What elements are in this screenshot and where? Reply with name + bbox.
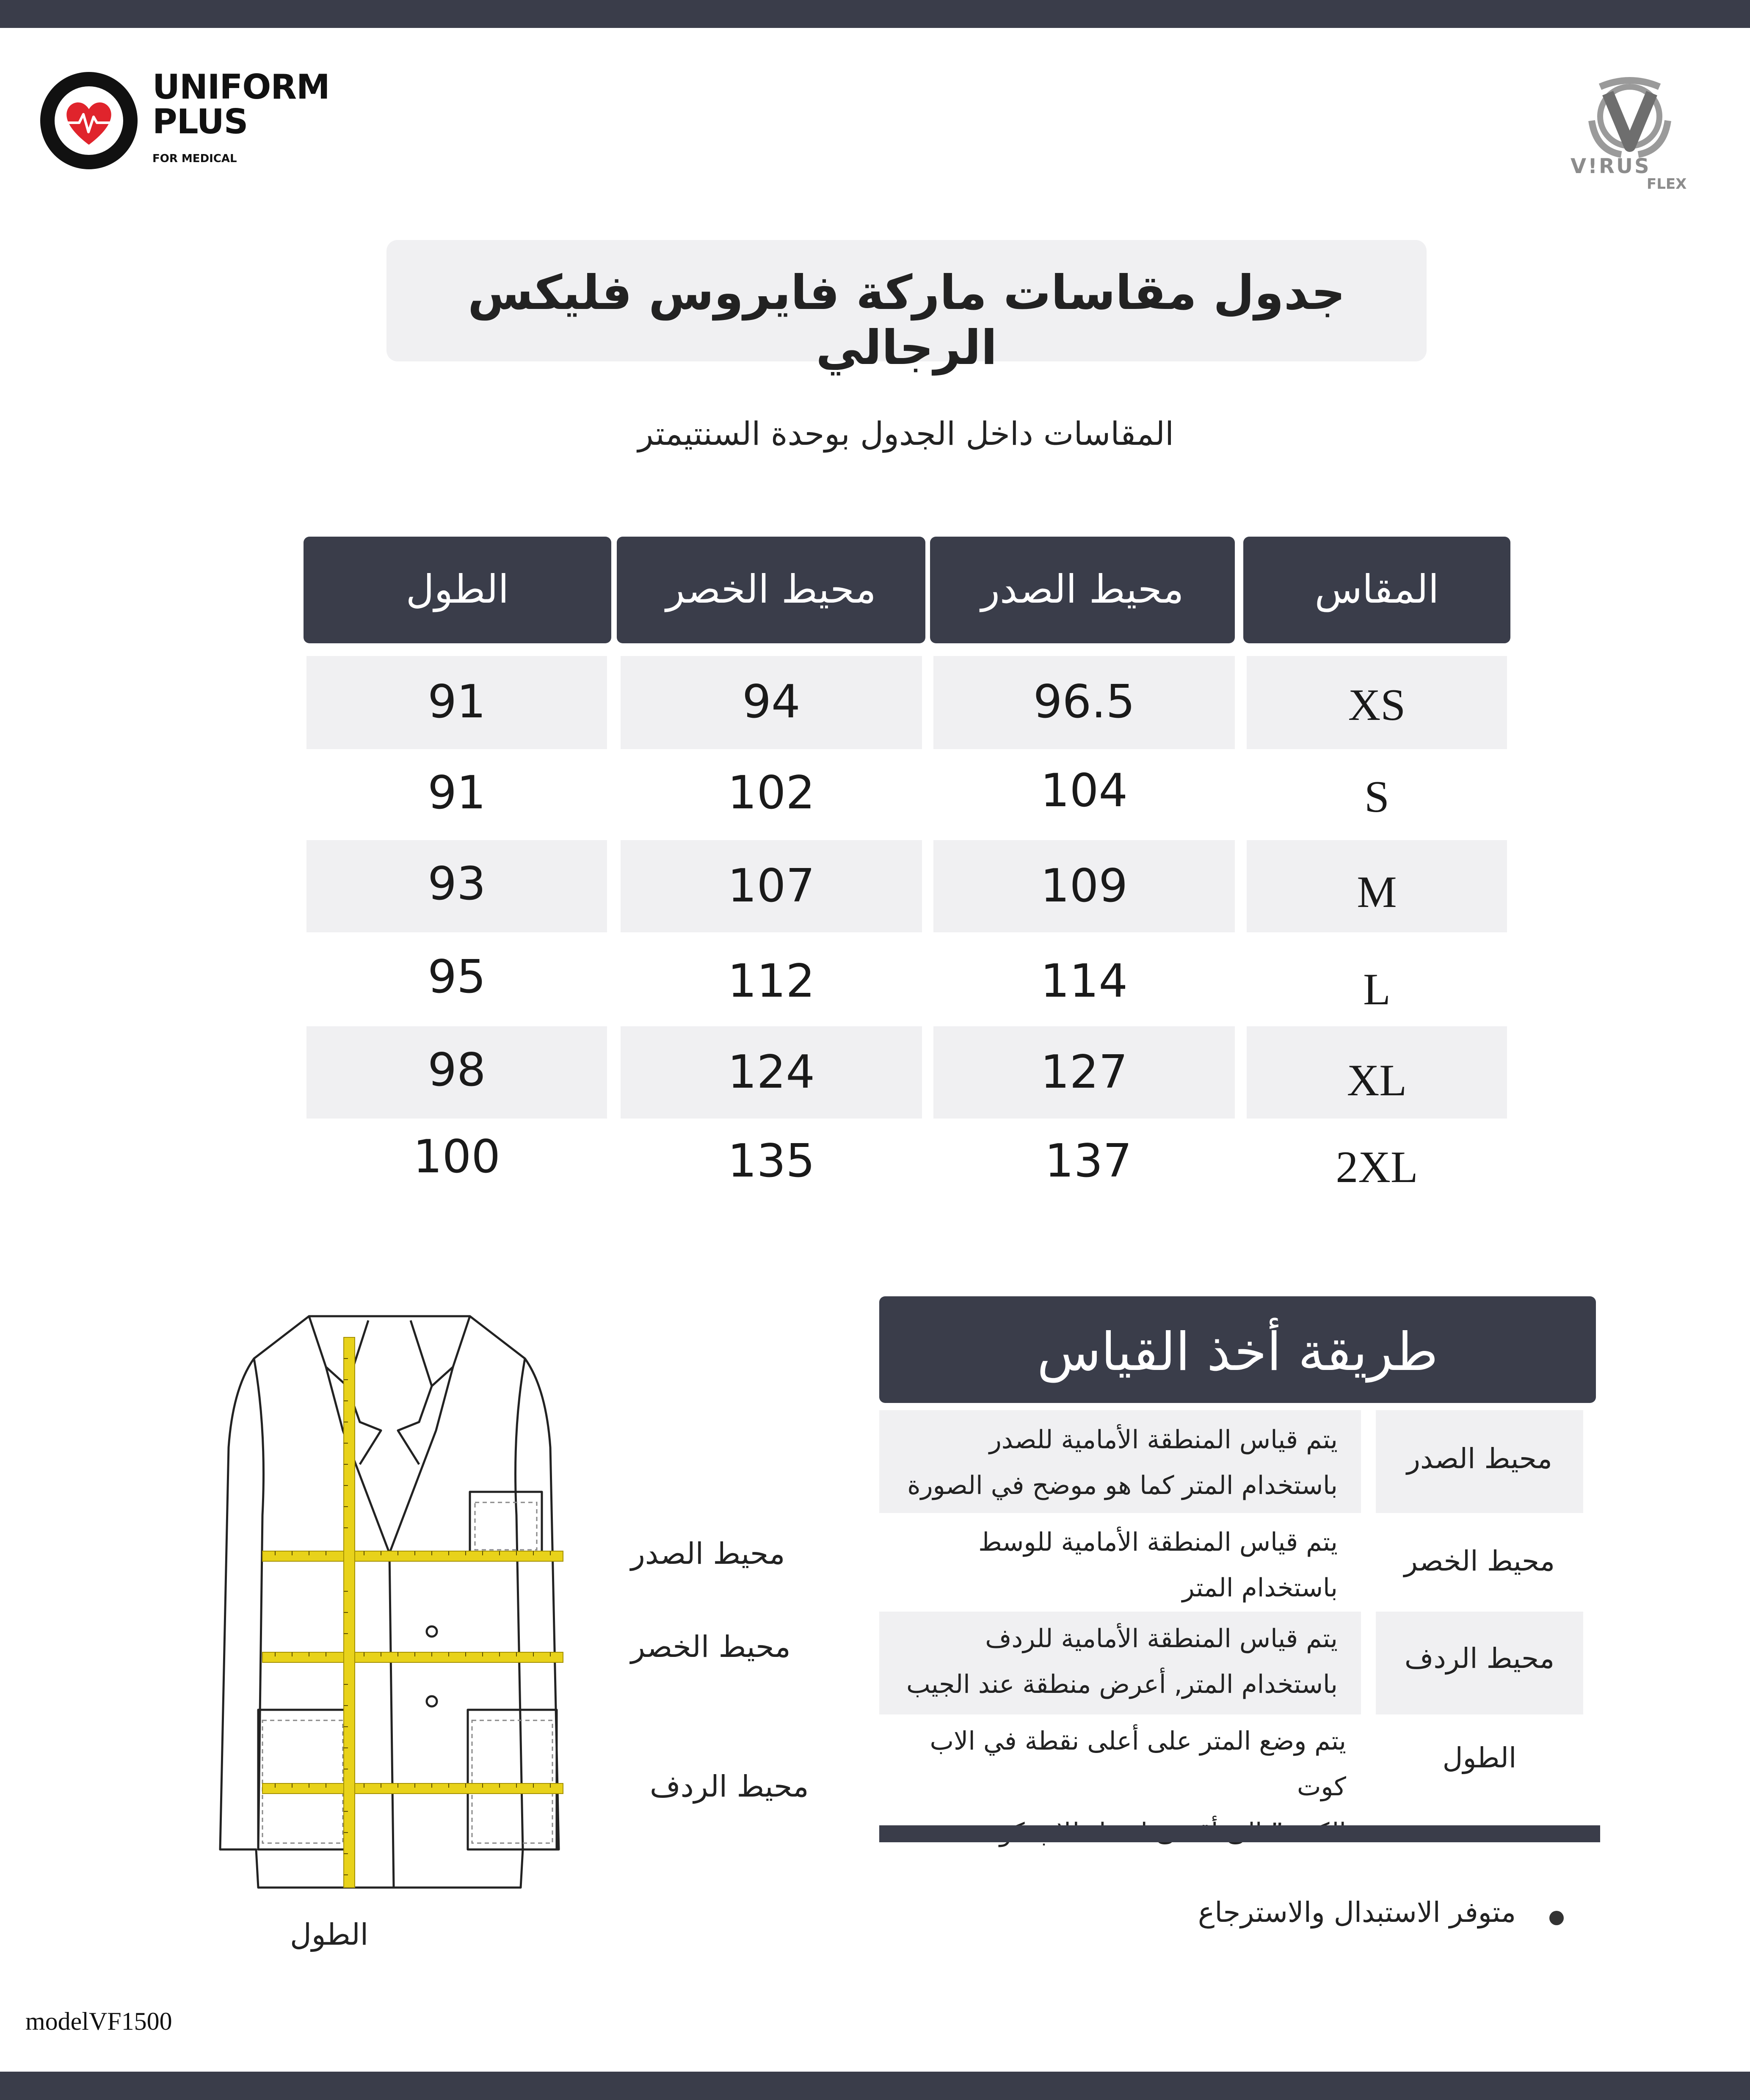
- guide-label: الطول: [1442, 1742, 1517, 1774]
- jacket-label-chest: محيط الصدر: [631, 1536, 785, 1571]
- brand-name: UNIFORM PLUS: [152, 67, 330, 141]
- chest-cell: 137: [1044, 1135, 1132, 1188]
- length-cell: 100: [413, 1130, 501, 1183]
- header-length: الطول: [304, 537, 611, 643]
- chest-cell: 109: [1040, 860, 1128, 912]
- guide-desc: يتم قياس المنطقة الأمامية للصدر باستخدام المتر كما هو موضح في الصورة: [907, 1425, 1338, 1500]
- header-size: المقاس: [1243, 537, 1510, 643]
- guide-label: محيط الصدر: [1407, 1442, 1552, 1475]
- guide-label: محيط الخصر: [1404, 1545, 1555, 1577]
- waist-cell: 112: [727, 955, 815, 1008]
- size-cell: L: [1363, 965, 1391, 1014]
- chest-cell: 127: [1040, 1046, 1128, 1099]
- waist-cell: 124: [727, 1046, 815, 1099]
- exchange-note: متوفر الاستبدال والاسترجاع: [1198, 1896, 1516, 1929]
- guide-desc: يتم قياس المنطقة الأمامية للوسط باستخدام المتر: [978, 1527, 1338, 1603]
- header-waist: محيط الخصر: [617, 537, 925, 643]
- measure-guide-title: طريقة أخذ القياس: [1037, 1322, 1438, 1383]
- page-title: جدول مقاسات ماركة فايروس فليكس الرجالي: [467, 265, 1346, 375]
- size-cell: XL: [1347, 1056, 1407, 1105]
- waist-cell: 107: [727, 860, 815, 912]
- length-cell: 95: [428, 951, 486, 1003]
- guide-desc: يتم وضع المتر على أعلى نقطة في الاب كوت: [930, 1726, 1346, 1802]
- guide-desc: يتم قياس المنطقة الأمامية للردف باستخدام المتر, أعرض منطقة عند الجيب: [906, 1624, 1338, 1699]
- header-chest: محيط الصدر: [930, 537, 1235, 643]
- jacket-label-hip: محيط الردف: [650, 1769, 809, 1804]
- bullet-dot: [1549, 1911, 1564, 1925]
- jacket-label-waist: محيط الخصر: [631, 1629, 791, 1664]
- logo-sub: FLEX: [1647, 176, 1687, 193]
- guide-label: محيط الردف: [1404, 1642, 1555, 1675]
- title-box: [386, 240, 1427, 375]
- logo-ring: [40, 72, 138, 169]
- size-cell: S: [1364, 772, 1389, 821]
- brand-tagline: FOR MEDICAL: [152, 152, 237, 165]
- size-cell: M: [1357, 867, 1397, 917]
- measure-guide-header: [879, 1296, 1596, 1403]
- chest-cell: 96.5: [1033, 675, 1135, 728]
- chest-cell: 104: [1040, 764, 1128, 817]
- logo-word: V!RUS: [1571, 154, 1651, 178]
- model-number: modelVF1500: [25, 2007, 172, 2035]
- length-cell: 98: [428, 1044, 486, 1097]
- guide-bottom-rule: [879, 1825, 1600, 1842]
- jacket-label-length: الطول: [290, 1917, 369, 1952]
- chest-cell: 114: [1040, 955, 1128, 1008]
- length-cell: 91: [428, 675, 486, 728]
- length-cell: 93: [428, 857, 486, 910]
- bottom-bar: [0, 2072, 1750, 2100]
- heart-pulse-icon: [55, 86, 123, 155]
- top-bar: [0, 0, 1750, 28]
- virus-flex-logo: [1566, 70, 1693, 197]
- page-subtitle: المقاسات داخل الجدول بوحدة السنتيمتر: [638, 415, 1174, 452]
- size-cell: 2XL: [1336, 1142, 1418, 1192]
- biohazard-v-icon: [1575, 70, 1685, 159]
- waist-cell: 102: [727, 766, 815, 819]
- size-cell: XS: [1348, 680, 1406, 730]
- jacket-illustration: [212, 1304, 584, 1896]
- length-cell: 91: [428, 766, 486, 819]
- waist-cell: 135: [727, 1135, 815, 1188]
- waist-cell: 94: [742, 675, 800, 728]
